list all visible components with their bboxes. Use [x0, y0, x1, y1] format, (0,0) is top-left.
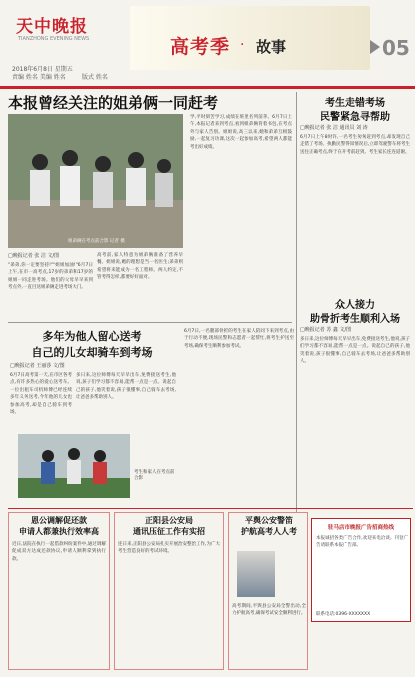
story2-photo — [18, 434, 130, 498]
small-story-3-title-line1: 平舆公安警笛 — [245, 515, 293, 525]
section-divider — [8, 322, 292, 323]
main-story-col1b: 高考前,家人特意为姐弟俩准备了营养早餐。姐姐说,她的理想是当一名医生;弟弟则希望将来能成为一名工程师。两人约定,不管考得怎样,都要好好面对。 — [97, 253, 183, 281]
story3-title-line1: 考生走错考场 — [325, 98, 385, 109]
story3-byline: □晚报记者 张 洁 通讯员 刘 涛 — [300, 125, 368, 131]
small-story-1-title-line2: 申请人都兼执行效率高 — [19, 526, 99, 536]
main-photo-caption: 姐弟俩在考点前合影 记者 摄 — [68, 239, 125, 244]
main-headline: 本报曾经关注的姐弟俩一同赶考 — [8, 94, 219, 112]
story4-byline: □晚报记者 苏 鑫 文/图 — [300, 327, 352, 333]
ad-contact: 联系电话:0396-XXXXXXX — [316, 612, 371, 617]
date-line: 2018年6月8日 星期五 — [12, 66, 73, 73]
small-story-3-title-line2: 护航高考人人考 — [241, 526, 297, 536]
masthead-divider — [0, 86, 415, 89]
story2-text: 6月7日高考第一天,在市区各考点,有许多热心的爱心送考车。一位出租车司机师傅已经连续多年义务送考,今年他的儿女也参加高考,却是自己骑车到考场。 — [10, 373, 72, 416]
section-title: 高考季 — [170, 36, 231, 58]
main-photo — [8, 114, 183, 248]
ad-text: 本报诚招各类广告合作,欢迎来电洽谈。刊登广告请联系本报广告部。 — [316, 536, 408, 549]
people-photo-illustration — [8, 114, 183, 248]
ad-title: 驻马店市晚报广告招商热线 — [327, 525, 394, 531]
small-story-2-title-line1: 正阳县公安局 — [145, 515, 193, 525]
ad-box — [311, 518, 411, 622]
section-title-dot: · — [240, 37, 245, 53]
small-story-2 — [114, 512, 224, 670]
small-story-3-photo — [237, 551, 275, 597]
story3-title-line2: 民警紧急寻帮助 — [320, 112, 390, 123]
section-banner — [130, 6, 370, 70]
editor-line: 责编 姓名 美编 姓名 — [12, 74, 66, 81]
small-story-2-text: 连日来,正阳县公安局扎实开展治安整治工作,为广大考生营造良好的考试环境。 — [118, 542, 220, 555]
story2-title-line1: 多年为他人留心送考 — [42, 330, 142, 343]
page-arrow-icon — [370, 40, 380, 54]
small-story-1 — [8, 512, 110, 670]
main-story-col1: "弟弟,你一定要坚持!""姐姐加油!"6月7日上午,在市一高考点,17岁的弟弟和17岁的姐姐一同走进考场。他们的父母早早来到考点外,一直目送姐弟俩走进考场大门。 — [8, 263, 93, 291]
edition-line: 版式 姓名 — [82, 74, 108, 81]
story4-title-line1: 众人接力 — [335, 300, 375, 311]
small-story-1-title-line1: 恩公调解促还款 — [31, 515, 87, 525]
small-story-1-text: 近日,法院在执行一起借款纠纷案件中,通过调解促成双方达成还款协议,申请人顺利拿到执行款。 — [12, 542, 106, 562]
story4-title-line2: 助骨折考生顺利入场 — [310, 314, 400, 325]
page-number: 05 — [382, 36, 410, 60]
newspaper-logo — [6, 2, 116, 58]
logo-text: 天中晚报 — [16, 17, 88, 37]
family-photo-illustration — [18, 434, 130, 498]
logo-subtitle: TIANZHONG EVENING NEWS — [18, 36, 90, 42]
story4-text: 多日来,这位师傅每天早早出车,免费接送考生,他说,孩子们学习都不容易,能帮一点是一点。说起自己的孩子,他笑着说,孩子很懂事,自己骑车去考场,让爸爸多帮助别人。 — [300, 337, 410, 365]
column-divider — [296, 92, 297, 512]
story2-photo-caption: 考生和家人在考点前合影 — [134, 470, 175, 481]
bottom-divider — [8, 508, 413, 509]
story3-text: 6月7日上午8时许,一名考生匆匆赶到考点,却发现自己走错了考场。执勤民警得知情况后,立即驾驶警车将考生送往正确考点,终于在开考前赶到。考生家长连连道谢。 — [300, 135, 410, 155]
story2-title-line2: 自己的儿女却骑车到考场 — [31, 346, 153, 359]
main-byline: □晚报记者 张 洁 文/图 — [8, 253, 60, 259]
main-story-col2: 学,平时刻苦学习,成绩在班里名列前茅。6月7日上午,本报记者来到考点,看到姐弟俩背着书包,在考点外与家人告别。姐姐说,高三以来,她和弟弟互相鼓励,一起复习功课,这次一起参加高考,希望两人都能考出好成绩。 — [190, 115, 292, 150]
section-subtitle: 故事 — [256, 38, 287, 56]
story2-col2: 多日来,这位师傅每天早早出车,免费接送考生,他说,孩子们学习都不容易,能帮一点是一点。说起自己的孩子,他笑着说,孩子很懂事,自己骑车去考场,让爸爸多帮助别人。 — [76, 373, 176, 401]
story2-byline: □晚报记者 王丽莎 文/图 — [10, 363, 65, 369]
small-story-3-text: 高考期间,平舆县公安局全警出动,全力护航高考,确保考试安全顺利进行。 — [232, 604, 306, 617]
masthead — [0, 0, 415, 86]
small-story-2-title-line2: 通讯压征工作有实招 — [133, 526, 205, 536]
middle-col-text: 6月7日,一名腿部骨折的考生在家人陪同下来到考点,由于行动不便,现场民警和志愿者一起帮忙,将考生护送至考场,确保考生顺利参加考试。 — [184, 329, 294, 349]
